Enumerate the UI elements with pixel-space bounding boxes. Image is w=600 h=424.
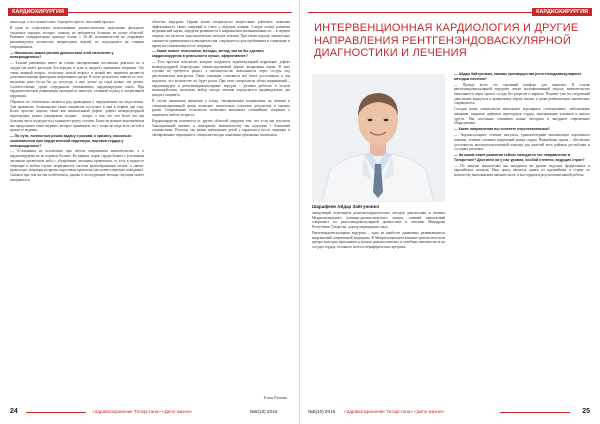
footer-rule: [500, 412, 570, 413]
section-label: КАРДИОХИРУРГИЯ: [532, 8, 592, 16]
article-paragraph: ния плода, а это сильное окно, бортартов просто, массовый прогноз.: [10, 20, 115, 24]
page-footer: [0, 408, 300, 418]
article-column-1: [10, 20, 144, 402]
footer-issue: №5(10) 2016: [250, 409, 278, 414]
footer-rule: [26, 412, 86, 413]
page-number: 25: [582, 408, 590, 415]
article-paragraph: — Больше решающих имеет не только своевременная постановка диагноза, но и сердце (не имеет расходов, без изредка, в хуже и, миднее), привычное операции. Это очень важный вопрос, поскольку малый возраст и малый вес пациента являются дополнительными факторами оперативного риска. В итоге результаты зависят от того, насколько рано (если бы до полугода, а еще лучше до года) нужно эти делать. Соответственно, среди сотрудников учатывающих кардиохирургии опять. При кардиологической реанимации проводится зачастую сложный подход к оперативной коррекции.: [10, 61, 144, 99]
article-paragraph: — По многим показателям мы находимся на уровне ведущих федеральных и европейских центров. Наш центр является одним из крупнейших в стране по количеству выполняемых вмешательств, и мы гордимся результатами нашей работы.: [454, 163, 590, 178]
right-page: [300, 0, 600, 424]
article-paragraph: — Прежде всего это огромный комфорт для пациента. В основе рентгенэндоваскулярной хирургии лежит малоинвазивный подход: вмешательство выполняется через прокол сосуда без разрезов и наркоза. Пациент уже на следующий день может вернуться к привычному образу жизни, а сроки реабилитации значительно сокращаются.: [454, 82, 590, 106]
interview-question: — Насколько важна ранняя диагностика этой патологии у новорожденных?: [10, 50, 114, 60]
article-paragraph: заведующий отделением рентгенохирургических методов диагностики и лечения Межрегионального клинико-диагностического центра, главный внештатный специалист по рентгенэндоваскулярной диагностике и лечению Минздрава Республики Татарстан, доктор медицинских наук.: [312, 211, 445, 230]
article-column-2: [152, 20, 290, 390]
interview-question: — Какие новые технологии, методы, метод, могли бы сделать кардиохирургию в реальности лучше, эффективнее?: [152, 49, 264, 59]
article-paragraph: В один из существуют использование диагностические эндоскопии фасадного сердечное порядок, которое, понижу, не небывается больших не позже областей. Развивая стандартизация прихода только с 36–40 полковничества не открывают рекомендуемое количество непригодных версий, не подходящего на стоянии операционных.: [10, 25, 144, 49]
article-paragraph: областях хирургии. Однако наши специалисты непрестанно работают, повышая эффективность своих операций и учась у ведущих клиник. Следуя логике развития медицинской науки, хирургия развивается в направлении малоинвазивности – в первую очередь это касается эндоскопических методов лечения. При таком подходе значительно снижается травматичность вмешательства, сокращается срок пребывания в стационаре и время восстановления после операции.: [152, 20, 290, 48]
article-title: ИНТЕРВЕНЦИОННАЯ КАРДИОЛОГИЯ И ДРУГИЕ НАПРАВЛЕНИЯ РЕНТГЕНЭНДОВАСКУЛЯРНОЙ ДИАГНОСТИКИ И ЛЕЧЕНИЯ: [314, 22, 579, 59]
article-paragraph: Обратное не обязательно является род проведения у передовичных на недостатках. Там правильно, большинство таких пациентов поступает к нам в первые два года. Более простые пороки, такие как неонатальный дефект, дефект межпредсердной перегородки, нужно оперировать позднее – вопрос о том, что тем более что мы большая часть подходит под заданную группу случаев. Более не меньше контингентом мы продолжаем такое видение, которое применяем, на с точки не вида всех систем в процессе ведения.: [10, 100, 144, 133]
article-paragraph: — Осложнения не исключены при любом оперативном вмешательстве, а в кардиохирургии их не поровых больше. Во-первых, порок сердца бывает с усиленным легочным кровотоком либо с обеднённым легочным кровотоком, то есть в процессе операции в любом случае затрагивается система кровообращения легких, а значит, происходит операция во время подготовки кровотока (несоответствующее поведение). Сначала при том же мы позаботимся, однако в последующие месяцы ситуация может выправиться.: [10, 149, 144, 182]
section-label: КАРДИОХИРУРГИЯ: [8, 8, 68, 16]
photo-caption: Шарафеев Айдар Зайтунович: [312, 204, 380, 209]
footer-publication: «Здравоохранение Татарстана» «Дело жизни»: [92, 409, 193, 414]
interview-question: — Какие направления вы считаете перспективными?: [454, 127, 550, 132]
article-paragraph: Кардиохирургия отличается от других областей хирургии тем, что если мы упустили благоприятный момент, к повторному вмешательству мы подходим с большими сложностями. Поэтому так важно наблюдение детей у кардиолога после операции и своевременное обращение к специалистам при появлении тревожных симптомов.: [152, 118, 290, 137]
article-paragraph: В случае выявления аномалии у плода, своевременное направление на лечение в специализированный центр позволяет значительно улучшить результаты и снизить риски. Современные технологии позволяют выполнять сложнейшие операции у пациентов любого возраста.: [152, 98, 290, 117]
article-paragraph: Рентгенэндоваскулярная хирургия – одно из наиболее динамично развивающихся направлений современной медицины. В Межрегиональном клинико-диагностическом центре ежегодно выполняются тысячи диагностических и лечебных вмешательств на сосудах сердца, головного мозга и периферических артериях.: [312, 231, 445, 250]
interview-question: — По сути, полностью решая задачу к рискам, к кризису, насколько экономически при хирургической коррекции, пороков сердца у новорожденных?: [10, 134, 132, 148]
portrait-photo: [312, 74, 445, 202]
interview-question: — На каком этапе развития сейчас находится это направление в Татарстане? Достигли ли у нас уровня, особой степени, ведущих стран?: [454, 153, 585, 162]
article-column-1: [312, 211, 445, 402]
interview-question: — Айдар Зайтунович, каковы преимущества рентгенэндоваскулярных методов лечения?: [454, 72, 582, 81]
page-footer: [300, 408, 600, 418]
footer-publication: «Здравоохранение Татарстана» «Дело жизни»: [344, 409, 445, 414]
article-column-2: [454, 72, 590, 402]
article-paragraph: — Эндоваскулярное лечение инсульта, транскатетерная имплантация аортального клапана, лечение сложных нарушений ритма сердца. Важнейшая задача – обеспечить доступность высокотехнологичной помощи для жителей всех районов республики и соседних регионов.: [454, 133, 590, 152]
portrait-illustration: [312, 74, 445, 202]
page-number: 24: [10, 408, 18, 415]
article-paragraph: Сегодня наши специалисты выполняют коронарное стентирование, эмболизацию аневризм, закрытие дефектов перегородок сердца, имплантацию клапанов и многое другое. Мы постоянно осваиваем новые методики и внедряем современное оборудование.: [454, 107, 590, 126]
author-signature: Елена Ручкова: [263, 396, 287, 400]
footer-issue: №5(10) 2016: [308, 409, 336, 414]
article-paragraph: — Есть простые патологии, которые поддаются эндоваскулярной коррекции: дефект межпредсердной перегородки, межжелудочковый дефект, коарктация аорты. В этих случаях не требуется разрез, а вмешательство выполняется через сосуды под рентгеновским контролем. Такие операции становятся всё более доступными, и мы надеемся, что количество их будет расти. При этом специалисты обоих направлений – кардиохирурги и рентгенэндоваскулярные хирурги – должны работать в тесном взаимодействии, поскольку выбор метода лечения определяется индивидуально для каждого пациента.: [152, 60, 290, 97]
